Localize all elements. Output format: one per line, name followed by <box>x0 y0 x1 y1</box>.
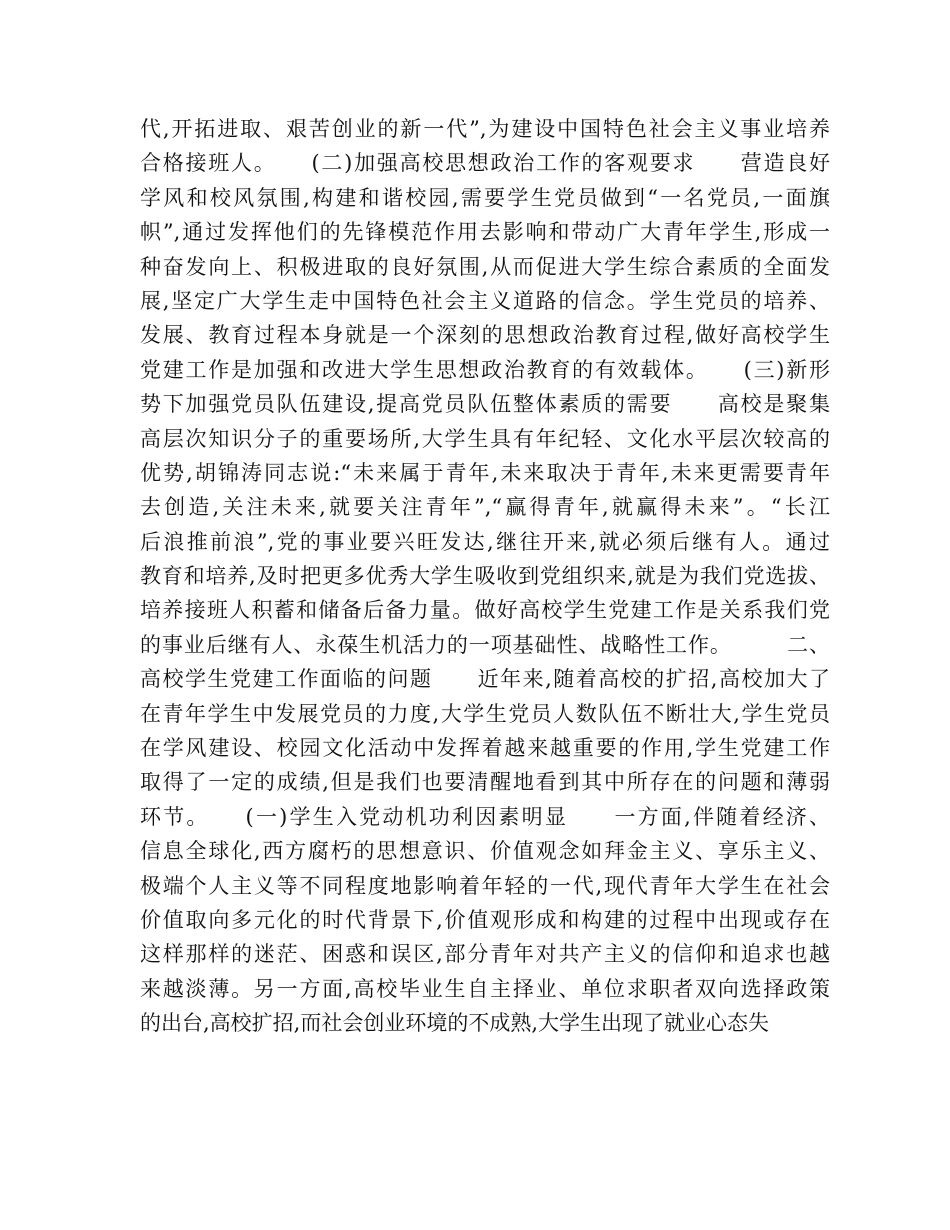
text-line: 高校学生党建工作面临的问题 近年来,随着高校的扩招,高校加大了 <box>140 667 830 692</box>
text-line: 党建工作是加强和改进大学生思想政治教育的有效载体。 (三)新形 <box>140 357 830 382</box>
text-line: 在青年学生中发展党员的力度,大学生党员人数队伍不断壮大,学生党员 <box>140 701 830 726</box>
text-line: 取得了一定的成绩,但是我们也要清醒地看到其中所存在的问题和薄弱 <box>140 770 830 795</box>
text-line: 势下加强党员队伍建设,提高党员队伍整体素质的需要 高校是聚集 <box>140 392 830 417</box>
text-line: 展,坚定广大学生走中国特色社会主义道路的信念。学生党员的培养、 <box>140 288 830 313</box>
text-line: 信息全球化,西方腐朽的思想意识、价值观念如拜金主义、享乐主义、 <box>140 839 830 864</box>
text-line: 的出台,高校扩招,而社会创业环境的不成熟,大学生出现了就业心态失 <box>140 1011 770 1036</box>
text-line: 去创造,关注未来,就要关注青年”,“赢得青年,就赢得未来”。“长江 <box>140 495 830 520</box>
text-line: 帜”,通过发挥他们的先锋模范作用去影响和带动广大青年学生,形成一 <box>140 220 830 245</box>
text-line: 培养接班人积蓄和储备后备力量。做好高校学生党建工作是关系我们党 <box>140 598 830 623</box>
text-line: 合格接班人。 (二)加强高校思想政治工作的客观要求 营造良好 <box>140 151 830 176</box>
text-line: 发展、教育过程本身就是一个深刻的思想政治教育过程,做好高校学生 <box>140 323 830 348</box>
text-line: 优势,胡锦涛同志说:“未来属于青年,未来取决于青年,未来更需要青年 <box>140 460 830 485</box>
text-line: 这样那样的迷茫、困惑和误区,部分青年对共产主义的信仰和追求也越 <box>140 942 830 967</box>
text-line: 种奋发向上、积极进取的良好氛围,从而促进大学生综合素质的全面发 <box>140 254 830 279</box>
text-line: 后浪推前浪”,党的事业要兴旺发达,继往开来,就必须后继有人。通过 <box>140 529 830 554</box>
text-line: 来越淡薄。另一方面,高校毕业生自主择业、单位求职者双向选择政策 <box>140 976 830 1001</box>
text-line: 代,开拓进取、艰苦创业的新一代”,为建设中国特色社会主义事业培养 <box>140 117 830 141</box>
text-line: 价值取向多元化的时代背景下,价值观形成和构建的过程中出现或存在 <box>140 907 830 932</box>
text-line: 的事业后继有人、永葆生机活力的一项基础性、战略性工作。 二、 <box>140 632 830 657</box>
text-line: 高层次知识分子的重要场所,大学生具有年纪轻、文化水平层次较高的 <box>140 426 830 451</box>
text-line: 环节。 (一)学生入党动机功利因素明显 一方面,伴随着经济、 <box>140 804 830 829</box>
text-line: 教育和培养,及时把更多优秀大学生吸收到党组织来,就是为我们党选拔、 <box>140 564 830 589</box>
body-text <box>140 112 830 1041</box>
text-line: 极端个人主义等不同程度地影响着年轻的一代,现代青年大学生在社会 <box>140 873 830 898</box>
text-line: 在学风建设、校园文化活动中发挥着越来越重要的作用,学生党建工作 <box>140 736 830 761</box>
text-line: 学风和校风氛围,构建和谐校园,需要学生党员做到“一名党员,一面旗 <box>140 185 830 210</box>
